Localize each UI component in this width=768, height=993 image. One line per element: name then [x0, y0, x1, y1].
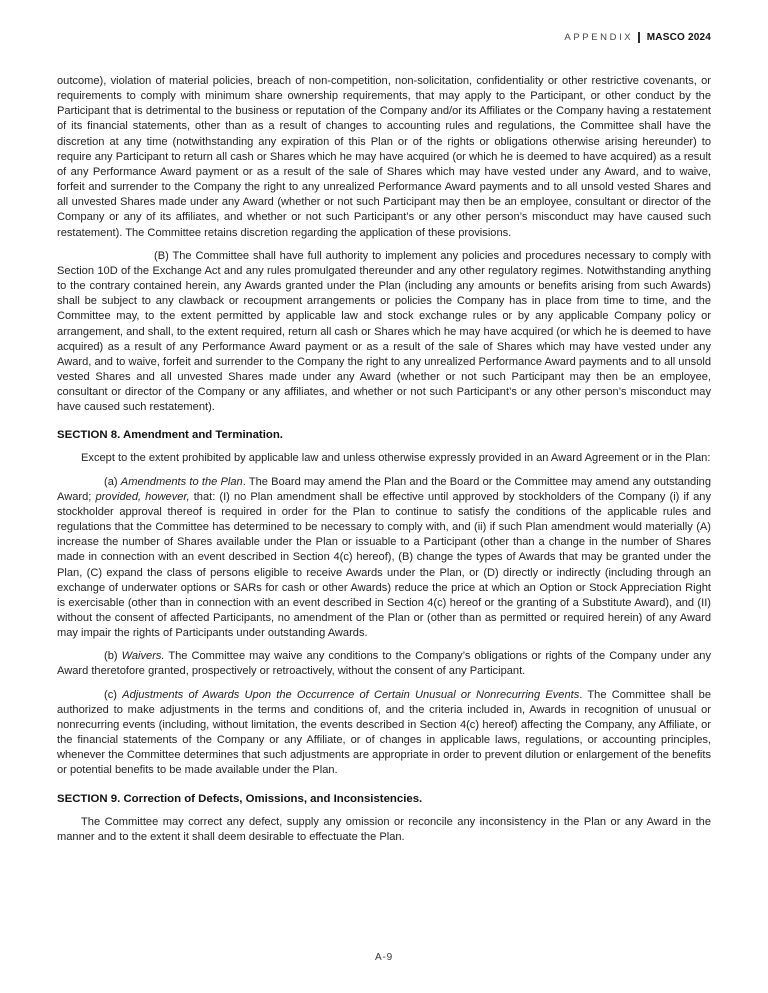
paragraph-item-b — [57, 649, 711, 679]
item-a-proviso: provided, however, — [95, 490, 190, 503]
appendix-label: APPENDIX — [564, 31, 634, 43]
header-divider — [638, 32, 640, 43]
section-9-heading: SECTION 9. Correction of Defects, Omissions, and Inconsistencies. — [57, 792, 423, 805]
section-9-body: The Committee may correct any defect, supply any omission or reconcile any inconsistency in the Plan or any Award in the manner and to the extent it shall deem desirable to effectuate the Plan. — [57, 815, 711, 843]
item-a-body-2: that: (I) no Plan amendment shall be effective until approved by stockholders of the Company (i) if any stockholder approval thereof is required in order for the Plan to continue to satisfy the conditions of the applicable rules and regulations that the Committee has determined to be necessary to comply with, and (ii) if such Plan amendment would materially (A) increase the number of Shares available under the Plan or issuable to a Participant (other than a change in the number of Shares made in connection with an event described in Section 4(c) hereof), (B) change the types of Awards that may be granted under the Plan, (C) expand the class of persons eligible to receive Awards under the Plan, or (D) directly or indirectly (including through an exchange of underwater options or SARs for cash or other Awards) reduce the price at which an Option or Stock Appreciation Right is exercisable (other than in connection with an event described in Section 4(c) hereof or the granting of a Substitute Award), and (II) without the consent of affected Participants, no amendment of the Plan or (other than as permitted or required herein) of any Award may impair the rights of Participants under outstanding Awards. — [57, 490, 711, 640]
item-b-title: Waivers. — [121, 650, 165, 663]
brand-label: MASCO 2024 — [646, 31, 711, 43]
item-a-title: Amendments to the Plan — [120, 475, 243, 488]
item-a-body-1: . The Board may amend the Plan and the Board or the Committee may amend any outstanding Award; — [57, 475, 712, 503]
item-b-body: The Committee may waive any conditions to the Company’s obligations or rights of the Company under any Award theretofore granted, prospectively or retroactively, without the consent of any Participant. — [57, 650, 711, 678]
section-8-heading: SECTION 8. Amendment and Termination. — [57, 429, 283, 442]
item-c-title: Adjustments of Awards Upon the Occurrence of Certain Unusual or Nonrecurring Events — [122, 688, 580, 701]
item-b-label: (b) — [104, 650, 122, 663]
item-a-label: (a) — [104, 475, 121, 488]
page-header — [57, 30, 711, 44]
page-number: A-9 — [375, 952, 393, 963]
paragraph-continuation: outcome), violation of material policies, breach of non-competition, non-solicitation, confidentiality or other restrictive covenants, or requirements to comply with minimum share ownership requirements, that may apply to the Participant, or other conduct by the Participant that is detrimental to the business or reputation of the Company and/or its Affiliates or the Company having a restatement of its financial statements, other than as a result of changes to accounting rules and regulations, the Committee shall have the discretion at any time (notwithstanding any expiration of this Plan or of the rights or obligations otherwise arising hereunder) to require any Participant to return all cash or Shares which he may have acquired (or which he is deemed to have acquired) as a result of any Performance Award payment or as a result of the sale of Shares which may have vested under any Award, and to waive, forfeit and surrender to the Company the right to any unrealized Performance Award payments and to all unsold vested Shares and all unvested Shares made under any Award (whether or not such Participant may then be an employee, consultant or director of the Company or any of its affiliates, and whether or not such Participant’s or any other person’s misconduct may have caused such restatement). The Committee retains discretion regarding the application of these provisions. — [57, 75, 711, 239]
item-c-label: (c) — [104, 688, 123, 701]
document-body — [57, 74, 711, 942]
paragraph-item-c — [57, 688, 711, 779]
paragraph-item-a — [57, 475, 711, 642]
section-8-intro: Except to the extent prohibited by applicable law and unless otherwise expressly provided in an Award Agreement or in the Plan: — [81, 452, 711, 465]
page-footer — [57, 942, 711, 963]
paragraph-clause-b: (B) The Committee shall have full authority to implement any policies and procedures necessary to comply with Section 10D of the Exchange Act and any rules promulgated thereunder and any other regulatory regimes. Notwithstanding anything to the contrary contained herein, any Awards granted under the Plan (including any amounts or benefits arising from such Awards) shall be subject to any clawback or recoupment arrangements or policies the Company has in place from time to time, and the Committee may, to the extent permitted by applicable law and stock exchange rules or by any applicable Company policy or arrangement, and shall, to the extent required, return all cash or Shares which he may have acquired (or which he is deemed to have acquired) as a result of any Performance Award payment or as a result of the sale of Shares which may have vested under any Award, and to waive, forfeit and surrender to the Company the right to any unrealized Performance Award payments and to all unsold vested Shares and all unvested Shares made under any Award (whether or not such Participant may then be an employee, consultant or director of the Company or any affiliates, and whether or not such Participant’s or any other person’s misconduct may have caused such restatement). — [57, 249, 711, 414]
item-c-body: . The Committee shall be authorized to make adjustments in the terms and conditions of, and the criteria included in, Awards in recognition of unusual or nonrecurring events (including, without limitation, the events described in Section 4(c) hereof) affecting the Company, any Affiliate, or the financial statements of the Company or any Affiliate, or of changes in applicable laws, regulations, or accounting principles, whenever the Committee determines that such adjustments are appropriate in order to prevent dilution or enlargement of the benefits or potential benefits to be made available under the Plan. — [57, 688, 711, 777]
